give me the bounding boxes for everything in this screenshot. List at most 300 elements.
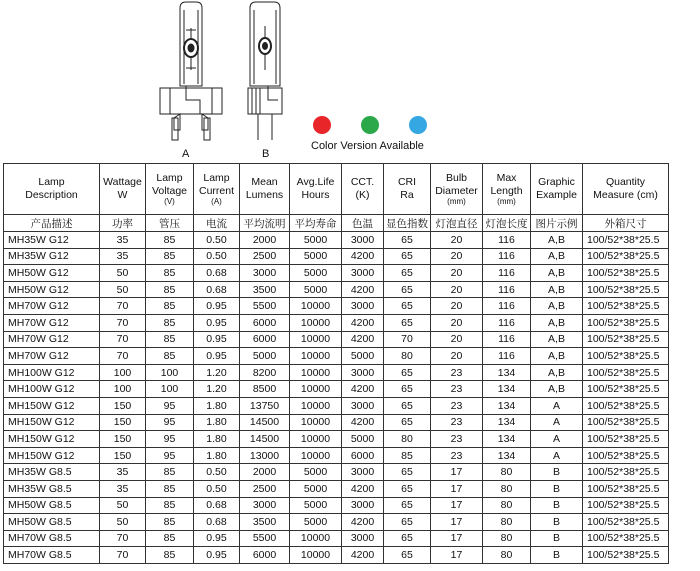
table-cell: 65	[384, 381, 431, 398]
table-cell: 4200	[342, 480, 384, 497]
column-header-line2: Current	[198, 185, 234, 197]
column-header-sub: (mm)	[497, 197, 516, 206]
table-cell: 85	[146, 248, 194, 265]
color-version-label: Color Version Available	[311, 140, 424, 152]
table-cell: 1.20	[194, 381, 240, 398]
table-cell: 0.68	[194, 265, 240, 282]
table-cell: 20	[431, 265, 483, 282]
column-header-line1: Max	[496, 172, 517, 184]
column-header	[431, 164, 483, 215]
table-cell: MH50W G8.5	[4, 514, 100, 531]
table-cell: 17	[431, 497, 483, 514]
table-cell: 5000	[240, 348, 290, 365]
table-cell: 85	[384, 447, 431, 464]
table-cell: 70	[100, 348, 146, 365]
table-cell: MH35W G12	[4, 232, 100, 249]
column-header	[531, 164, 583, 215]
table-row	[4, 530, 669, 547]
column-header	[240, 164, 290, 215]
table-cell: B	[531, 530, 583, 547]
table-cell: 100/52*38*25.5	[583, 431, 669, 448]
table-cell: 134	[483, 364, 531, 381]
table-cell: 50	[100, 514, 146, 531]
table-cell: 70	[100, 298, 146, 315]
table-cell: 50	[100, 265, 146, 282]
table-cell: 0.68	[194, 281, 240, 298]
table-cell: 85	[146, 298, 194, 315]
table-cell: 134	[483, 414, 531, 431]
color-dot-green	[361, 116, 379, 134]
table-cell: 1.20	[194, 364, 240, 381]
table-cell: 3000	[342, 265, 384, 282]
table-cell: 0.95	[194, 547, 240, 564]
table-cell: 65	[384, 414, 431, 431]
table-cell: 5000	[290, 232, 342, 249]
table-cell: 23	[431, 397, 483, 414]
cn-column-header: 电流	[194, 215, 240, 232]
table-cell: 65	[384, 281, 431, 298]
table-cell: A,B	[531, 298, 583, 315]
column-header	[146, 164, 194, 215]
table-cell: A,B	[531, 348, 583, 365]
table-cell: 10000	[290, 547, 342, 564]
figure-b-label: B	[262, 148, 270, 160]
table-cell: 2500	[240, 248, 290, 265]
cn-column-header: 显色指数	[384, 215, 431, 232]
table-row	[4, 298, 669, 315]
table-cell: 150	[100, 397, 146, 414]
table-cell: MH35W G8.5	[4, 480, 100, 497]
table-cell: 20	[431, 314, 483, 331]
table-cell: 17	[431, 464, 483, 481]
column-header-line2: Length	[490, 185, 523, 197]
table-cell: 100/52*38*25.5	[583, 547, 669, 564]
table-cell: 10000	[290, 397, 342, 414]
spec-table-body	[4, 232, 669, 564]
table-cell: 65	[384, 232, 431, 249]
table-cell: 100/52*38*25.5	[583, 232, 669, 249]
table-cell: 95	[146, 431, 194, 448]
table-cell: MH50W G12	[4, 281, 100, 298]
table-cell: 65	[384, 480, 431, 497]
table-cell: 5000	[342, 431, 384, 448]
column-header-line2: Ra	[400, 189, 414, 201]
cn-column-header: 管压	[146, 215, 194, 232]
table-cell: 100/52*38*25.5	[583, 248, 669, 265]
table-cell: MH35W G12	[4, 248, 100, 265]
table-cell: 100/52*38*25.5	[583, 497, 669, 514]
table-cell: MH100W G12	[4, 381, 100, 398]
table-cell: 70	[100, 331, 146, 348]
table-cell: 5500	[240, 298, 290, 315]
column-header	[194, 164, 240, 215]
table-cell: 134	[483, 397, 531, 414]
table-cell: 85	[146, 265, 194, 282]
table-cell: 116	[483, 281, 531, 298]
table-cell: 1.80	[194, 431, 240, 448]
table-cell: 85	[146, 281, 194, 298]
column-header	[384, 164, 431, 215]
column-header-line2: Example	[536, 189, 577, 201]
table-cell: 14500	[240, 431, 290, 448]
cn-column-header: 外箱尺寸	[583, 215, 669, 232]
table-cell: 35	[100, 248, 146, 265]
table-cell: A	[531, 414, 583, 431]
table-cell: 0.95	[194, 298, 240, 315]
table-cell: 100/52*38*25.5	[583, 530, 669, 547]
table-cell: 0.95	[194, 348, 240, 365]
column-header-line1: Quantity	[605, 176, 646, 188]
table-cell: 85	[146, 348, 194, 365]
table-cell: 1.80	[194, 414, 240, 431]
table-cell: 14500	[240, 414, 290, 431]
table-cell: 20	[431, 248, 483, 265]
table-cell: 100/52*38*25.5	[583, 265, 669, 282]
table-cell: 116	[483, 348, 531, 365]
table-cell: 50	[100, 281, 146, 298]
table-cell: 134	[483, 447, 531, 464]
table-cell: 10000	[290, 348, 342, 365]
table-cell: MH70W G12	[4, 348, 100, 365]
table-cell: 8200	[240, 364, 290, 381]
column-header-sub: (A)	[211, 197, 222, 206]
table-cell: 65	[384, 298, 431, 315]
table-cell: 4200	[342, 514, 384, 531]
table-cell: 116	[483, 298, 531, 315]
table-cell: 8500	[240, 381, 290, 398]
column-header-line1: Bulb	[445, 172, 467, 184]
table-cell: 5500	[240, 530, 290, 547]
table-cell: 0.68	[194, 514, 240, 531]
table-cell: 70	[384, 331, 431, 348]
table-cell: 80	[483, 547, 531, 564]
table-cell: MH70W G12	[4, 298, 100, 315]
table-cell: 100/52*38*25.5	[583, 314, 669, 331]
table-cell: MH150W G12	[4, 447, 100, 464]
table-cell: 3000	[342, 464, 384, 481]
table-row	[4, 464, 669, 481]
table-cell: 85	[146, 497, 194, 514]
column-header-line2: Voltage	[151, 185, 188, 197]
table-cell: 85	[146, 232, 194, 249]
color-dot-blue	[409, 116, 427, 134]
table-cell: 10000	[290, 414, 342, 431]
table-cell: 0.68	[194, 497, 240, 514]
column-header	[290, 164, 342, 215]
table-row	[4, 265, 669, 282]
table-cell: 0.50	[194, 464, 240, 481]
table-cell: 70	[100, 530, 146, 547]
table-cell: 50	[100, 497, 146, 514]
column-header-line1: Graphic	[538, 176, 575, 188]
table-cell: A,B	[531, 331, 583, 348]
table-cell: 85	[146, 530, 194, 547]
table-cell: 4200	[342, 281, 384, 298]
table-row	[4, 397, 669, 414]
column-header-sub: (V)	[164, 197, 175, 206]
table-cell: 5000	[290, 497, 342, 514]
table-cell: 20	[431, 348, 483, 365]
table-cell: 20	[431, 331, 483, 348]
table-cell: 100	[146, 381, 194, 398]
column-header-line2: (K)	[355, 189, 370, 201]
table-cell: 5000	[290, 480, 342, 497]
table-cell: 10000	[290, 314, 342, 331]
column-header	[483, 164, 531, 215]
table-cell: B	[531, 480, 583, 497]
table-cell: 95	[146, 447, 194, 464]
table-cell: 70	[100, 547, 146, 564]
table-cell: 100	[100, 381, 146, 398]
table-cell: A	[531, 447, 583, 464]
table-cell: 20	[431, 298, 483, 315]
column-header	[4, 164, 100, 215]
table-cell: 100/52*38*25.5	[583, 298, 669, 315]
column-header-sub: (mm)	[447, 197, 466, 206]
table-cell: A	[531, 397, 583, 414]
table-cell: 65	[384, 514, 431, 531]
cn-column-header: 平均寿命	[290, 215, 342, 232]
table-cell: 2000	[240, 232, 290, 249]
table-cell: 23	[431, 414, 483, 431]
table-cell: 0.95	[194, 530, 240, 547]
table-cell: 5000	[290, 514, 342, 531]
table-cell: 65	[384, 364, 431, 381]
table-cell: 85	[146, 464, 194, 481]
table-cell: 23	[431, 447, 483, 464]
table-cell: 85	[146, 314, 194, 331]
table-cell: 3500	[240, 281, 290, 298]
table-cell: 95	[146, 414, 194, 431]
column-header-line1: Wattage	[103, 176, 142, 188]
table-cell: 3000	[240, 497, 290, 514]
table-cell: 2500	[240, 480, 290, 497]
table-cell: 3000	[240, 265, 290, 282]
table-cell: 3000	[342, 497, 384, 514]
table-cell: 65	[384, 314, 431, 331]
table-cell: 100/52*38*25.5	[583, 514, 669, 531]
table-row	[4, 414, 669, 431]
table-cell: 100/52*38*25.5	[583, 464, 669, 481]
table-cell: 65	[384, 497, 431, 514]
table-row	[4, 431, 669, 448]
table-cell: 10000	[290, 298, 342, 315]
table-row	[4, 281, 669, 298]
table-cell: 17	[431, 514, 483, 531]
table-cell: 100/52*38*25.5	[583, 480, 669, 497]
table-cell: 4200	[342, 381, 384, 398]
table-cell: 2000	[240, 464, 290, 481]
lamp-a-drawing	[150, 0, 230, 148]
table-row	[4, 547, 669, 564]
table-cell: 100/52*38*25.5	[583, 331, 669, 348]
table-cell: 23	[431, 381, 483, 398]
table-cell: 85	[146, 514, 194, 531]
table-cell: 35	[100, 480, 146, 497]
table-cell: 116	[483, 265, 531, 282]
column-header-line1: CRI	[397, 176, 417, 188]
table-cell: A,B	[531, 314, 583, 331]
table-cell: MH50W G12	[4, 265, 100, 282]
table-cell: 10000	[290, 431, 342, 448]
table-row	[4, 381, 669, 398]
table-cell: 17	[431, 530, 483, 547]
table-cell: 10000	[290, 381, 342, 398]
table-cell: 5000	[290, 248, 342, 265]
column-header-line2: Diameter	[435, 185, 478, 197]
table-cell: 100/52*38*25.5	[583, 348, 669, 365]
table-cell: B	[531, 464, 583, 481]
table-cell: 17	[431, 480, 483, 497]
figure-a-label: A	[182, 148, 190, 160]
table-cell: 116	[483, 314, 531, 331]
spec-table	[3, 163, 669, 564]
table-cell: 80	[483, 480, 531, 497]
table-row	[4, 314, 669, 331]
table-cell: 100/52*38*25.5	[583, 364, 669, 381]
table-cell: 116	[483, 232, 531, 249]
table-cell: 3000	[342, 232, 384, 249]
table-cell: 80	[384, 431, 431, 448]
table-row	[4, 248, 669, 265]
table-cell: 10000	[290, 447, 342, 464]
table-cell: A,B	[531, 281, 583, 298]
table-cell: 65	[384, 547, 431, 564]
table-cell: 4200	[342, 331, 384, 348]
column-header	[342, 164, 384, 215]
table-cell: 134	[483, 431, 531, 448]
table-cell: 85	[146, 331, 194, 348]
column-header-line1: Avg.Life	[296, 176, 335, 188]
column-header-line2: Lumens	[245, 189, 284, 201]
table-cell: 150	[100, 447, 146, 464]
table-cell: MH70W G8.5	[4, 547, 100, 564]
table-cell: 35	[100, 232, 146, 249]
table-cell: 4200	[342, 414, 384, 431]
table-cell: 6000	[240, 331, 290, 348]
table-cell: 4200	[342, 314, 384, 331]
table-cell: 150	[100, 414, 146, 431]
table-cell: 134	[483, 381, 531, 398]
table-cell: 0.50	[194, 480, 240, 497]
table-row	[4, 232, 669, 249]
table-cell: 5000	[290, 464, 342, 481]
table-row	[4, 480, 669, 497]
table-cell: 80	[483, 497, 531, 514]
table-cell: A,B	[531, 265, 583, 282]
table-cell: 95	[146, 397, 194, 414]
lamp-b-drawing	[238, 0, 298, 148]
table-row	[4, 364, 669, 381]
table-cell: MH150W G12	[4, 431, 100, 448]
color-dot-red	[313, 116, 331, 134]
table-cell: MH150W G12	[4, 414, 100, 431]
table-cell: 65	[384, 265, 431, 282]
cn-column-header: 产品描述	[4, 215, 100, 232]
column-header	[583, 164, 669, 215]
table-cell: 13000	[240, 447, 290, 464]
table-cell: 100/52*38*25.5	[583, 414, 669, 431]
table-row	[4, 497, 669, 514]
table-cell: 23	[431, 364, 483, 381]
table-cell: MH150W G12	[4, 397, 100, 414]
table-cell: B	[531, 514, 583, 531]
column-header-line1: CCT.	[350, 176, 375, 188]
cn-header-row	[4, 215, 669, 232]
table-cell: 1.80	[194, 397, 240, 414]
table-cell: 20	[431, 281, 483, 298]
table-cell: 5000	[290, 281, 342, 298]
table-cell: 3500	[240, 514, 290, 531]
table-cell: 100/52*38*25.5	[583, 447, 669, 464]
table-cell: MH70W G8.5	[4, 530, 100, 547]
table-cell: 80	[483, 514, 531, 531]
table-cell: 3000	[342, 364, 384, 381]
table-cell: 100	[100, 364, 146, 381]
table-cell: 10000	[290, 331, 342, 348]
table-cell: A,B	[531, 364, 583, 381]
table-cell: 6000	[240, 314, 290, 331]
table-cell: 65	[384, 530, 431, 547]
table-cell: 0.95	[194, 331, 240, 348]
table-cell: MH70W G12	[4, 314, 100, 331]
cn-column-header: 灯泡直径	[431, 215, 483, 232]
table-cell: 23	[431, 431, 483, 448]
cn-column-header: 图片示例	[531, 215, 583, 232]
table-cell: 3000	[342, 530, 384, 547]
table-cell: 150	[100, 431, 146, 448]
table-cell: 0.50	[194, 248, 240, 265]
table-cell: B	[531, 547, 583, 564]
table-cell: 65	[384, 397, 431, 414]
table-cell: 85	[146, 480, 194, 497]
cn-column-header: 功率	[100, 215, 146, 232]
column-header-line2: Measure (cm)	[593, 189, 658, 201]
table-cell: 80	[483, 464, 531, 481]
column-header	[100, 164, 146, 215]
table-cell: 80	[483, 530, 531, 547]
table-cell: 6000	[240, 547, 290, 564]
table-row	[4, 514, 669, 531]
table-cell: 100/52*38*25.5	[583, 381, 669, 398]
column-header-line2: W	[117, 189, 128, 201]
table-cell: 5000	[290, 265, 342, 282]
table-cell: 116	[483, 331, 531, 348]
table-cell: MH100W G12	[4, 364, 100, 381]
table-cell: A,B	[531, 381, 583, 398]
table-cell: 5000	[342, 348, 384, 365]
table-cell: 17	[431, 547, 483, 564]
table-cell: A	[531, 431, 583, 448]
table-cell: 3000	[342, 397, 384, 414]
column-header-line1: Lamp	[38, 176, 65, 188]
column-header-line1: Mean	[251, 176, 278, 188]
column-header-line2: Hours	[301, 189, 330, 201]
table-cell: 35	[100, 464, 146, 481]
table-cell: 100/52*38*25.5	[583, 281, 669, 298]
table-cell: 3000	[342, 298, 384, 315]
cn-column-header: 平均流明	[240, 215, 290, 232]
cn-column-header: 色温	[342, 215, 384, 232]
table-cell: 85	[146, 547, 194, 564]
table-row	[4, 348, 669, 365]
table-cell: 100/52*38*25.5	[583, 397, 669, 414]
table-cell: 4200	[342, 248, 384, 265]
table-cell: A,B	[531, 248, 583, 265]
table-cell: 65	[384, 248, 431, 265]
table-cell: 65	[384, 464, 431, 481]
cn-column-header: 灯泡长度	[483, 215, 531, 232]
